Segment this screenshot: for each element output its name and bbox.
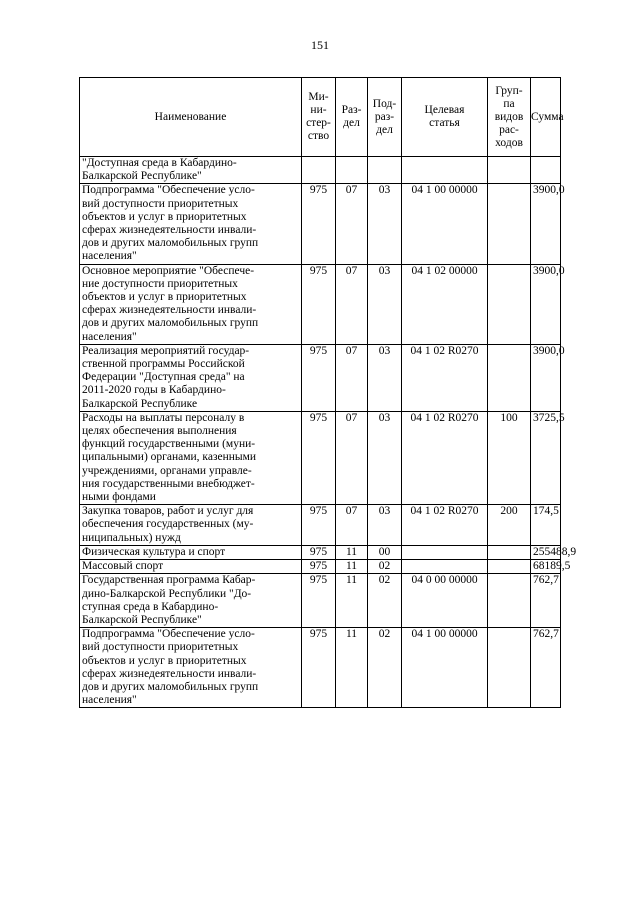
header-ministry-line: Ми-	[308, 91, 329, 103]
row-name-line: дов и других маломобильных групп	[82, 680, 259, 693]
row-ministry: 975	[302, 628, 336, 708]
header-ministry-line: ство	[307, 130, 330, 142]
budget-table	[79, 77, 577, 708]
row-section: 07	[336, 184, 368, 264]
row-subsection: 02	[368, 574, 402, 628]
header-expense-group-line: видов	[494, 110, 524, 123]
row-expense-group	[488, 628, 531, 708]
row-expense-group: 200	[488, 505, 531, 546]
row-expense-group	[488, 344, 531, 411]
row-name-line: населения"	[82, 330, 137, 343]
row-section: 07	[336, 344, 368, 411]
table-row	[80, 545, 561, 559]
header-name: Наименование	[80, 78, 302, 157]
row-target: 04 1 02 R0270	[402, 411, 488, 504]
table-row	[80, 184, 561, 264]
row-name-line: сферах жизнедеятельности инвали-	[82, 224, 257, 237]
header-subsection	[368, 78, 402, 157]
row-name	[80, 545, 302, 559]
header-expense-group-line: па	[503, 97, 515, 110]
table-row	[80, 157, 561, 184]
header-amount: Сумма	[531, 78, 561, 157]
row-target: 04 1 00 00000	[402, 184, 488, 264]
table-row	[80, 574, 561, 628]
table-header-row	[80, 78, 561, 157]
row-name	[80, 344, 302, 411]
row-name-line: учреждениями, органами управле-	[82, 464, 252, 477]
row-amount: 762,7	[531, 574, 561, 628]
row-name-line: Подпрограмма "Обеспечение усло-	[82, 184, 255, 197]
header-expense-group	[488, 78, 531, 157]
row-subsection: 03	[368, 184, 402, 264]
row-name-line: дино-Балкарской Республики "До-	[82, 587, 252, 600]
row-name-line: дов и других маломобильных групп	[82, 237, 259, 250]
row-amount: 3900,0	[531, 344, 561, 411]
row-target: 04 1 02 00000	[402, 264, 488, 344]
row-amount: 3725,5	[531, 411, 561, 504]
row-ministry: 975	[302, 264, 336, 344]
row-expense-group	[488, 574, 531, 628]
row-name-line: вий доступности приоритетных	[82, 197, 239, 210]
header-subsection-line: раз-	[374, 110, 395, 123]
row-amount	[531, 157, 561, 184]
row-subsection: 03	[368, 264, 402, 344]
row-ministry	[302, 157, 336, 184]
row-subsection: 03	[368, 411, 402, 504]
header-subsection-line: дел	[376, 123, 393, 136]
row-name	[80, 157, 302, 184]
row-section: 07	[336, 264, 368, 344]
header-target-line: статья	[429, 117, 460, 129]
row-name-line: объектов и услуг в приоритетных	[82, 291, 247, 304]
row-name-line: ственной программы Российской	[82, 358, 245, 371]
row-name	[80, 574, 302, 628]
row-target: 04 0 00 00000	[402, 574, 488, 628]
row-amount: 3900,0	[531, 184, 561, 264]
row-section: 11	[336, 545, 368, 559]
row-name-line: населения"	[82, 250, 137, 263]
row-subsection: 03	[368, 344, 402, 411]
header-ministry-line: ни-	[310, 104, 327, 116]
header-section-line: дел	[343, 117, 360, 129]
row-ministry: 975	[302, 184, 336, 264]
row-section: 07	[336, 505, 368, 546]
row-name-line: Массовый спорт	[82, 560, 164, 573]
row-subsection: 00	[368, 545, 402, 559]
row-name-line: Федерации "Доступная среда" на	[82, 371, 245, 384]
row-name-line: вий доступности приоритетных	[82, 641, 239, 654]
table-row	[80, 560, 561, 574]
row-name	[80, 411, 302, 504]
row-section: 07	[336, 411, 368, 504]
row-subsection: 02	[368, 560, 402, 574]
table-body	[80, 157, 577, 708]
row-name-line: сферах жизнедеятельности инвали-	[82, 304, 257, 317]
row-ministry: 975	[302, 545, 336, 559]
row-name-line: обеспечения государственных (му-	[82, 518, 254, 531]
row-ministry: 975	[302, 560, 336, 574]
row-section: 11	[336, 574, 368, 628]
row-name-line: объектов и услуг в приоритетных	[82, 210, 247, 223]
row-expense-group	[488, 157, 531, 184]
row-name-line: Подпрограмма "Обеспечение усло-	[82, 628, 255, 641]
row-name-line: Балкарской Республике"	[82, 613, 202, 626]
row-name-line: 2011-2020 годы в Кабардино-	[82, 384, 226, 397]
row-expense-group	[488, 264, 531, 344]
row-name-line: ципальными) органами, казенными	[82, 451, 257, 464]
row-name-line: Балкарской Республике"	[82, 170, 202, 183]
row-ministry: 975	[302, 411, 336, 504]
row-name	[80, 184, 302, 264]
row-amount: 255488,9	[531, 545, 561, 559]
row-expense-group: 100	[488, 411, 531, 504]
row-name	[80, 264, 302, 344]
row-target: 04 1 02 R0270	[402, 344, 488, 411]
row-section	[336, 157, 368, 184]
row-name-line: дов и других маломобильных групп	[82, 317, 259, 330]
row-name-line: Основное мероприятие "Обеспече-	[82, 264, 255, 277]
row-expense-group	[488, 560, 531, 574]
row-name	[80, 628, 302, 708]
row-amount: 3900,0	[531, 264, 561, 344]
header-target	[402, 78, 488, 157]
header-ministry	[302, 78, 336, 157]
table-row	[80, 628, 561, 708]
row-section: 11	[336, 560, 368, 574]
row-ministry: 975	[302, 505, 336, 546]
row-name-line: ступная среда в Кабардино-	[82, 600, 219, 613]
header-target-line: Целевая	[424, 104, 465, 116]
page-number: 151	[311, 38, 329, 52]
header-expense-group-line: ходов	[495, 136, 523, 149]
table-row	[80, 505, 561, 546]
row-target	[402, 157, 488, 184]
row-name	[80, 560, 302, 574]
row-name-line: целях обеспечения выполнения	[82, 425, 237, 438]
header-ministry-line: стер-	[306, 117, 331, 129]
table-row	[80, 411, 561, 504]
row-ministry: 975	[302, 344, 336, 411]
row-name-line: ние доступности приоритетных	[82, 277, 238, 290]
row-name-line: ными фондами	[82, 491, 156, 504]
row-ministry: 975	[302, 574, 336, 628]
row-name-line: Реализация мероприятий государ-	[82, 344, 250, 357]
row-subsection	[368, 157, 402, 184]
header-subsection-line: Под-	[372, 97, 397, 110]
row-expense-group	[488, 545, 531, 559]
row-name	[80, 505, 302, 546]
header-section-line: Раз-	[341, 104, 362, 116]
row-subsection: 03	[368, 505, 402, 546]
row-section: 11	[336, 628, 368, 708]
row-target	[402, 560, 488, 574]
header-section	[336, 78, 368, 157]
row-subsection: 02	[368, 628, 402, 708]
row-name-line: Расходы на выплаты персоналу в	[82, 411, 245, 424]
row-name-line: Балкарской Республике	[82, 397, 198, 410]
row-amount: 174,5	[531, 505, 561, 546]
row-amount: 68189,5	[531, 560, 561, 574]
row-name-line: объектов и услуг в приоритетных	[82, 654, 247, 667]
row-name-line: "Доступная среда в Кабардино-	[82, 157, 237, 169]
row-name-line: Физическая культура и спорт	[82, 545, 226, 558]
row-amount: 762,7	[531, 628, 561, 708]
row-name-line: ния государственными внебюджет-	[82, 477, 255, 490]
row-name-line: функций государственными (муни-	[82, 438, 256, 451]
row-target: 04 1 00 00000	[402, 628, 488, 708]
header-expense-group-line: рас-	[499, 123, 519, 136]
row-name-line: Государственная программа Кабар-	[82, 574, 256, 587]
row-target	[402, 545, 488, 559]
row-target: 04 1 02 R0270	[402, 505, 488, 546]
row-name-line: Закупка товаров, работ и услуг для	[82, 505, 254, 518]
row-name-line: сферах жизнедеятельности инвали-	[82, 667, 257, 680]
table-row	[80, 344, 561, 411]
header-expense-group-line: Груп-	[495, 84, 523, 97]
table-row	[80, 264, 561, 344]
row-expense-group	[488, 184, 531, 264]
row-name-line: ниципальных) нужд	[82, 531, 181, 544]
row-name-line: населения"	[82, 694, 137, 707]
